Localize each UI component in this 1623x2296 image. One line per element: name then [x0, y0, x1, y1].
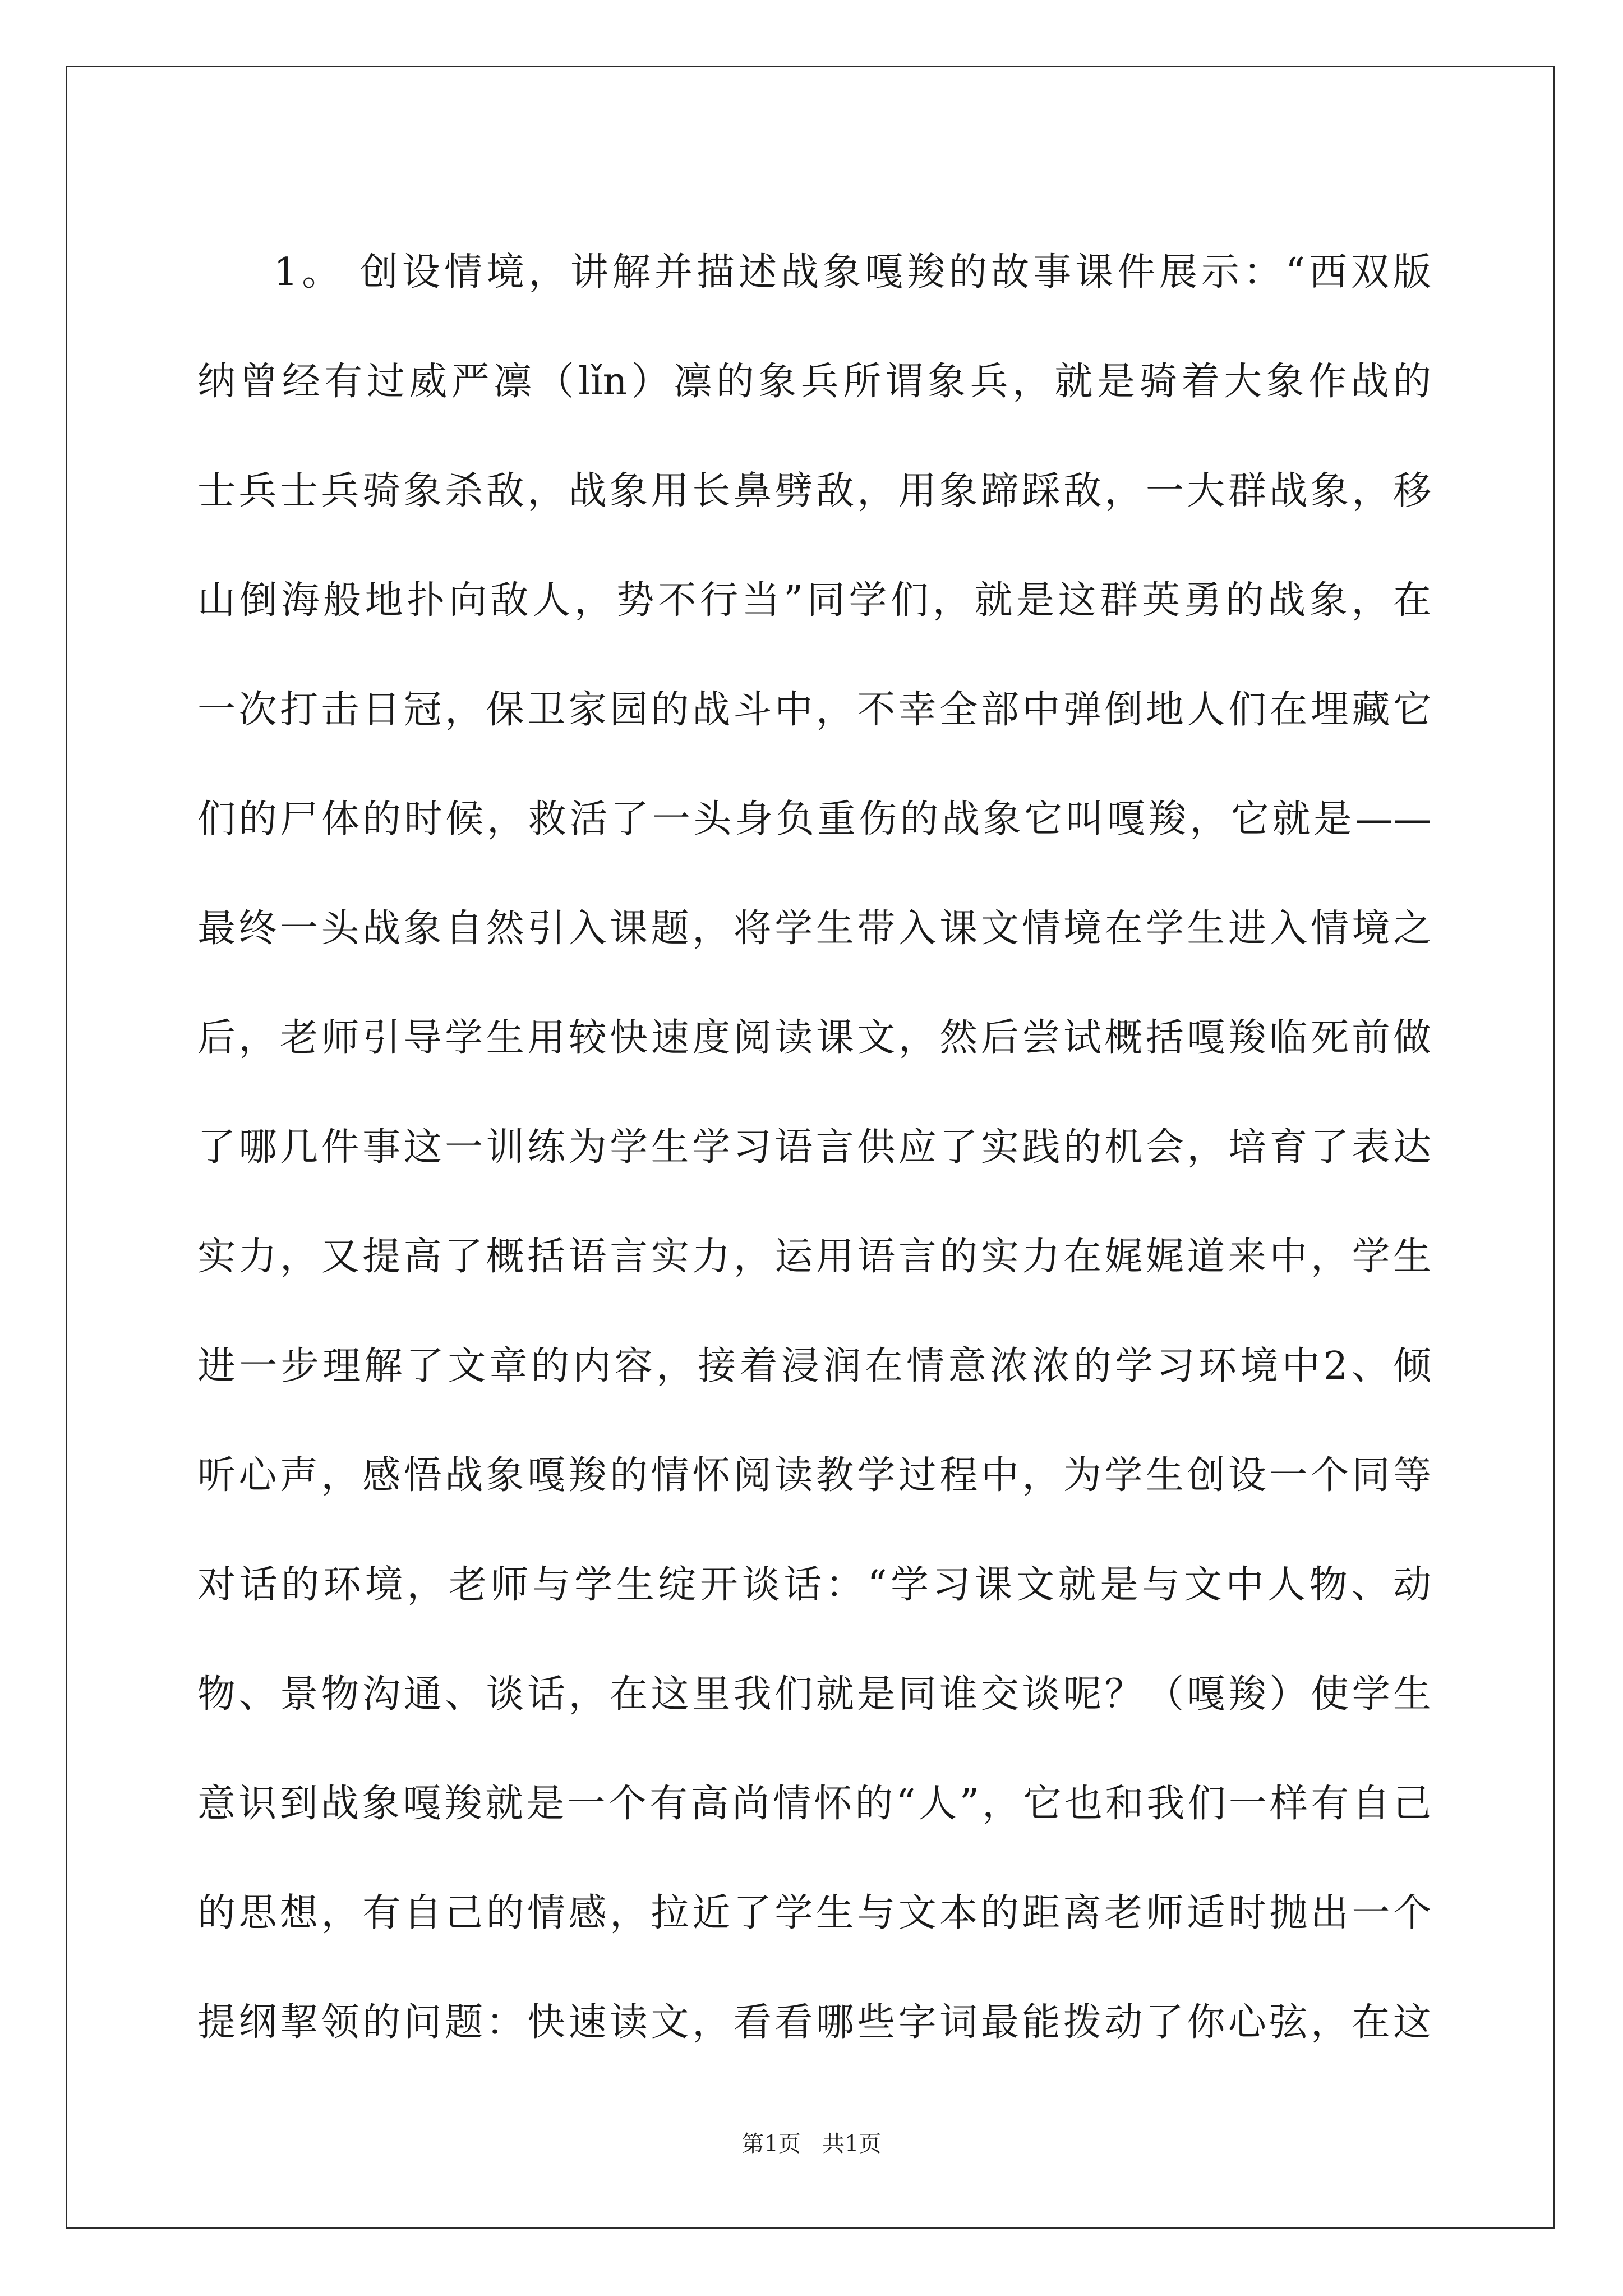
text-line: 们的尸体的时候，救活了一头身负重伤的战象它叫嘎羧，它就是—— — [197, 797, 1431, 841]
text-line: 后，老师引导学生用较快速度阅读课文，然后尝试概括嘎羧临死前做 — [197, 1016, 1431, 1060]
body-text — [197, 218, 1431, 2077]
page-number-footer: 第1页 共1页 — [741, 2131, 882, 2157]
text-line: 实力，又提高了概括语言实力，运用语言的实力在娓娓道来中，学生 — [197, 1235, 1431, 1279]
text-line: 最终一头战象自然引入课题，将学生带入课文情境在学生进入情境之 — [197, 907, 1431, 951]
text-line: 纳曾经有过威严凛（lǐn）凛的象兵所谓象兵，就是骑着大象作战的 — [197, 360, 1431, 404]
text-line: 一次打击日冠，保卫家园的战斗中，不幸全部中弹倒地人们在埋藏它 — [197, 688, 1431, 732]
text-line: 意识到战象嘎羧就是一个有高尚情怀的“人”，它也和我们一样有自己 — [197, 1782, 1431, 1826]
text-line: 提纲挈领的问题：快速读文，看看哪些字词最能拨动了你心弦，在这 — [197, 2000, 1431, 2045]
text-line: 进一步理解了文章的内容，接着浸润在情意浓浓的学习环境中2、倾 — [197, 1344, 1431, 1388]
text-line: 的思想，有自己的情感，拉近了学生与文本的距离老师适时抛出一个 — [197, 1891, 1431, 1935]
text-line: 1。 创设情境，讲解并描述战象嘎羧的故事课件展示：“西双版 — [274, 250, 1431, 295]
text-line: 士兵士兵骑象杀敌，战象用长鼻劈敌，用象蹄踩敌，一大群战象，移 — [197, 469, 1431, 513]
text-line: 物、景物沟通、谈话，在这里我们就是同谁交谈呢？（嘎羧）使学生 — [197, 1672, 1431, 1717]
text-line: 山倒海般地扑向敌人，势不行当”同学们，就是这群英勇的战象，在 — [197, 578, 1431, 623]
text-line: 听心声，感悟战象嘎羧的情怀阅读教学过程中，为学生创设一个同等 — [197, 1453, 1431, 1498]
text-line: 了哪几件事这一训练为学生学习语言供应了实践的机会，培育了表达 — [197, 1125, 1431, 1170]
text-line: 对话的环境，老师与学生绽开谈话：“学习课文就是与文中人物、动 — [197, 1563, 1431, 1607]
